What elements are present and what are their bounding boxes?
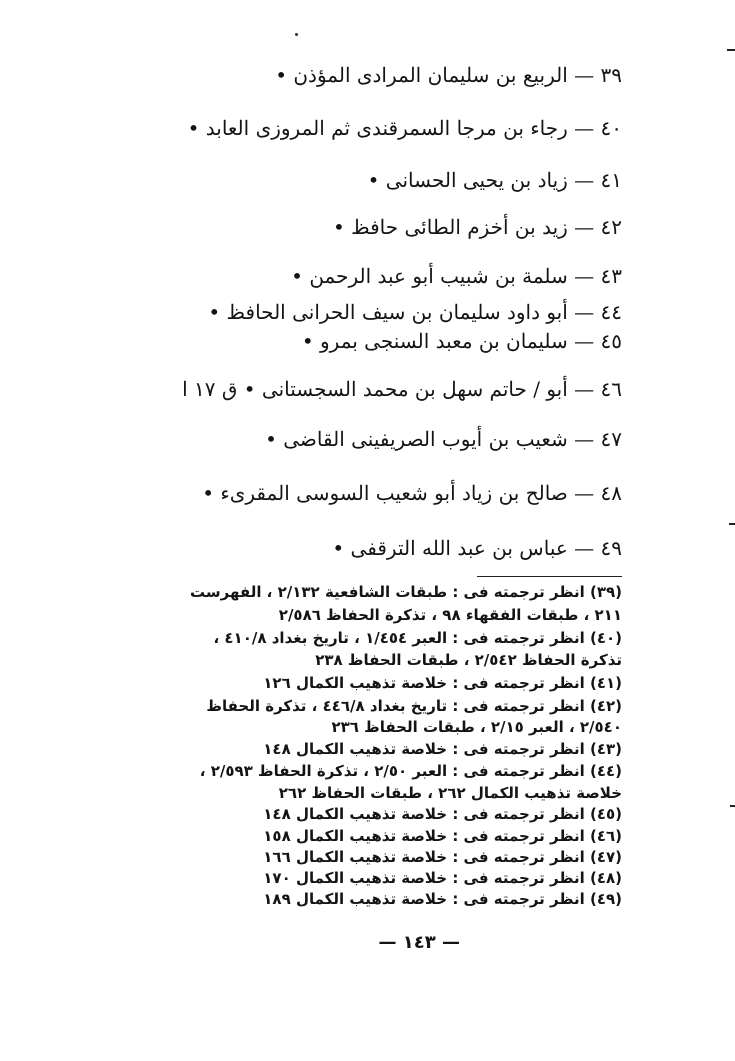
entry-49: ٤٩ — عباس بن عبد الله الترقفى • [332, 536, 622, 560]
footnote-41: (٤١) انظر ترجمته فى : خلاصة تذهيب الكمال ١٢٦ [263, 674, 622, 692]
footnote-45: (٤٥) انظر ترجمته فى : خلاصة تذهيب الكمال ١٤٨ [263, 805, 622, 823]
footnote-49: (٤٩) انظر ترجمته فى : خلاصة تذهيب الكمال ١٨٩ [263, 890, 622, 908]
footnote-42-line-2: ٢/٥٤٠ ، العبر ٢/١٥ ، طبقات الحفاظ ٢٣٦ [331, 718, 622, 736]
entry-48: ٤٨ — صالح بن زياد أبو شعيب السوسى المقرىء • [202, 481, 622, 505]
footnote-44-line-2: خلاصة تذهيب الكمال ٢٦٢ ، طبقات الحفاظ ٢٦٢ [278, 784, 622, 802]
scan-speck [295, 33, 298, 36]
entry-40: ٤٠ — رجاء بن مرجا السمرقندى ثم المروزى العابد • [187, 116, 622, 140]
footnote-46: (٤٦) انظر ترجمته فى : خلاصة تذهيب الكمال ١٥٨ [263, 827, 622, 845]
footnote-40-line-2: تذكرة الحفاظ ٢/٥٤٢ ، طبقات الحفاظ ٢٣٨ [315, 651, 622, 669]
footnote-40-line-1: (٤٠) انظر ترجمته فى : العبر ١/٤٥٤ ، تاريخ بغداد ٤١٠/٨ ، [213, 629, 622, 647]
scan-edge-mark [727, 49, 735, 51]
entry-45: ٤٥ — سليمان بن معبد السنجى بمرو • [301, 329, 622, 353]
entry-41: ٤١ — زياد بن يحيى الحسانى • [367, 168, 622, 192]
entry-42: ٤٢ — زيد بن أخزم الطائى حافظ • [332, 215, 622, 239]
entry-43: ٤٣ — سلمة بن شبيب أبو عبد الرحمن • [291, 264, 622, 288]
page-number: — ١٤٣ — [378, 932, 460, 953]
entry-46: ٤٦ — أبو / حاتم سهل بن محمد السجستانى • ق ١٧ ا [182, 377, 622, 401]
footnote-47: (٤٧) انظر ترجمته فى : خلاصة تذهيب الكمال ١٦٦ [263, 848, 622, 866]
entry-39: ٣٩ — الربيع بن سليمان المرادى المؤذن • [275, 63, 622, 87]
entry-44: ٤٤ — أبو داود سليمان بن سيف الحرانى الحافظ • [208, 300, 622, 324]
scan-edge-mark [729, 523, 735, 525]
footnote-42-line-1: (٤٢) انظر ترجمته فى : تاريخ بغداد ٤٤٦/٨ ، تذكرة الحفاظ [206, 697, 622, 715]
footnote-44-line-1: (٤٤) انظر ترجمته فى : العبر ٢/٥٠ ، تذكرة الحفاظ ٢/٥٩٣ ، [199, 762, 622, 780]
footnote-separator [477, 576, 622, 577]
footnote-48: (٤٨) انظر ترجمته فى : خلاصة تذهيب الكمال ١٧٠ [263, 869, 622, 887]
footnote-43: (٤٣) انظر ترجمته فى : خلاصة تذهيب الكمال ١٤٨ [263, 740, 622, 758]
scan-edge-mark [730, 805, 735, 807]
entry-47: ٤٧ — شعيب بن أيوب الصريفينى القاضى • [265, 427, 622, 451]
footnote-39-line-1: (٣٩) انظر ترجمته فى : طبقات الشافعية ٢/١٣٢ ، الفهرست [190, 583, 622, 601]
footnote-39-line-2: ٢١١ ، طبقات الفقهاء ٩٨ ، تذكرة الحفاظ ٢/٥٨٦ [278, 606, 622, 624]
